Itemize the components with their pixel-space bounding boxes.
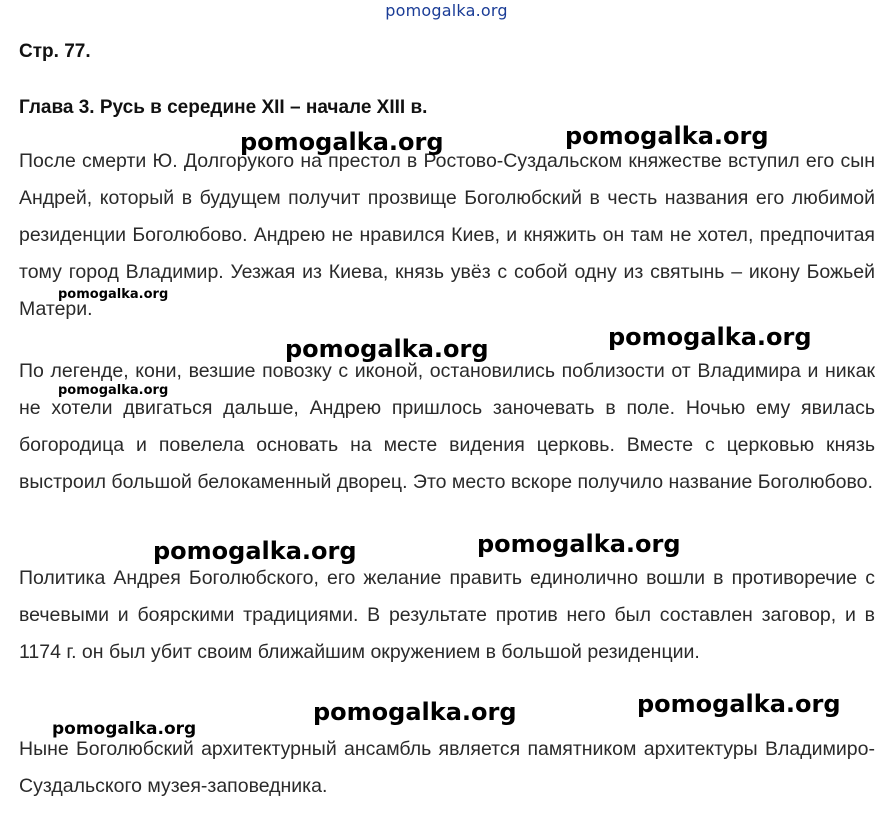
watermark: pomogalka.org [313, 698, 517, 726]
watermark: pomogalka.org [477, 530, 681, 558]
paragraph-3: Политика Андрея Боголюбского, его желание править единолично вошли в противоречие с вечевыми и боярскими традициями. В результате против него был составлен заговор, и в 1174 г. он был убит своим ближайшим окружением в большой резиденции. [19, 567, 875, 663]
paragraph-4: Ныне Боголюбский архитектурный ансамбль является памятником архитектуры Владимиро-Суздальского музея-заповедника. [19, 738, 875, 797]
paragraph-2: По легенде, кони, везшие повозку с иконой, остановились поблизости от Владимира и никак не хотели двигаться дальше, Андрею пришлось заночевать в поле. Ночью ему явилась богородица и повелела основать на месте видения церковь. Вместе с церковью князь выстроил большой белокаменный дворец. Это место вскоре получило название Боголюбово. [19, 360, 875, 493]
watermark: pomogalka.org [285, 335, 489, 363]
watermark: pomogalka.org [565, 122, 769, 150]
watermark: pomogalka.org [608, 323, 812, 351]
watermark: pomogalka.org [240, 128, 444, 156]
watermark: pomogalka.org [52, 719, 197, 739]
paragraph-1: После смерти Ю. Долгорукого на престол в Ростово-Суздальском княжестве вступил его сын Андрей, который в будущем получит прозвище Боголюбский в честь названия его любимой резиденции Боголюбово. Андрею не нравился Киев, и княжить он там не хотел, предпочитая тому город Владимир. Уезжая из Киева, князь увёз с собой одну из святынь – икону Божьей Матери. [19, 150, 875, 320]
watermark: pomogalka.org [58, 383, 169, 398]
page-label: Стр. 77. [19, 41, 91, 62]
chapter-title: Глава 3. Русь в середине XII – начале XIII в. [19, 97, 428, 118]
watermark: pomogalka.org [58, 287, 169, 302]
watermark: pomogalka.org [153, 537, 357, 565]
header-watermark: pomogalka.org [385, 1, 508, 20]
watermark: pomogalka.org [637, 690, 841, 718]
